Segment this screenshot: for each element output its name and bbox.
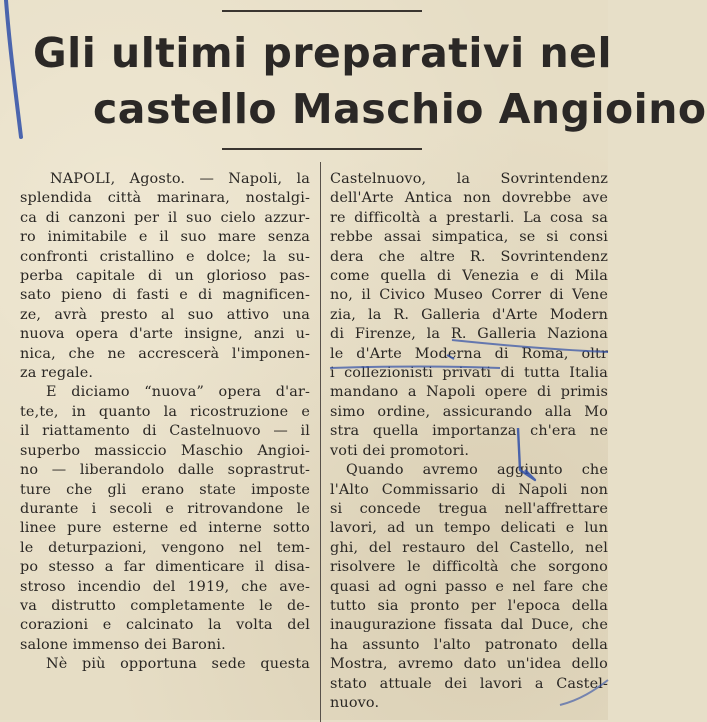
text-line: tutto sia pronto per l'epoca della [330, 597, 608, 614]
blue-pen-bracket-mark [447, 355, 454, 359]
text-line: il riattamento di Castelnuovo — il [20, 423, 310, 440]
blue-pen-strike-through [330, 367, 500, 369]
text-line: voti dei promotori. [330, 442, 470, 459]
text-line: stra quella importanza ch'era ne [330, 423, 608, 440]
text-line: po stesso a far dimenticare il disa- [20, 559, 310, 576]
headline-line-2: castello Maschio Angioino [93, 85, 707, 133]
text-line: i collezionisti privati di tutta Italia [330, 365, 608, 382]
headline-line-1: Gli ultimi preparativi nel [33, 29, 613, 77]
blue-pen-margin-stroke [6, 0, 21, 137]
text-line: no, il Civico Museo Correr di Vene [330, 287, 608, 304]
text-line: lavori, ad un tempo delicati e lun [330, 520, 608, 537]
text-line: le d'Arte Moderna di Roma, oltr [330, 345, 608, 362]
text-line: ca di canzoni per il suo cielo azzur- [20, 209, 310, 226]
blue-pen-underline [452, 340, 608, 352]
text-line: Mostra, avremo dato un'idea dello [330, 656, 608, 673]
text-line: NAPOLI, Agosto. — Napoli, la [50, 171, 310, 187]
text-line: perba capitale di un glorioso pas- [20, 268, 310, 285]
text-line: Nè più opportuna sede questa [46, 656, 310, 673]
text-line: quasi ad ogni passo e nel fare che [330, 578, 608, 595]
text-line: stroso incendio del 1919, che ave- [20, 578, 310, 595]
text-line: corazioni e calcinato la volta del [20, 617, 310, 634]
text-line: ture che gli erano state imposte [20, 481, 310, 498]
text-line: zia, la R. Galleria d'Arte Modern [330, 306, 608, 323]
text-line: za regale. [20, 365, 94, 382]
text-line: rebbe assai simpatica, se si consi [330, 229, 608, 246]
text-line: stato attuale dei lavori a Castel- [330, 675, 608, 692]
text-line: sato pieno di fasti e di magnificen- [20, 287, 310, 304]
text-line: si concede tregua nell'affrettare [330, 500, 608, 517]
text-line: nuovo. [330, 694, 380, 711]
text-line: dell'Arte Antica non dovrebbe ave [330, 190, 608, 207]
text-line: Quando avremo aggiunto che [346, 462, 608, 479]
text-line: l'Alto Commissario di Napoli non [330, 481, 608, 498]
text-line: no — liberandolo dalle soprastrut- [20, 462, 310, 479]
text-line: simo ordine, assicurando alla Mo [330, 403, 608, 420]
text-line: confronti cristallino e dolce; la su- [20, 248, 310, 265]
text-line: inaugurazione fissata dal Duce, che [330, 617, 608, 634]
text-line: superbo massiccio Maschio Angioi- [20, 442, 310, 459]
text-line: salone immenso dei Baroni. [20, 636, 226, 653]
text-line: E diciamo “nuova” opera d'ar- [46, 384, 310, 401]
text-line: dera che altre R. Sovrintendenz [330, 248, 608, 265]
text-line: re difficoltà a prestarli. La cosa sa [330, 209, 608, 226]
text-line: splendida città marinara, nostalgi- [20, 190, 310, 207]
text-line: durante i secoli e ritrovandone le [20, 500, 310, 517]
text-line: va distrutto completamente le de- [20, 597, 310, 614]
text-line: ro inimitabile e il suo mare senza [20, 229, 310, 246]
blue-pen-corner-stroke [560, 680, 608, 705]
text-line: te,te, in quanto la ricostruzione e [20, 403, 310, 420]
text-line: di Firenze, la R. Galleria Naziona [330, 326, 608, 343]
text-line: linee pure esterne ed interne sotto [20, 520, 310, 537]
text-line: mandano a Napoli opere di primis [330, 384, 608, 401]
text-line: Castelnuovo, la Sovrintendenz [330, 171, 608, 187]
text-line: ha assunto l'alto patronato della [330, 636, 608, 653]
text-line: risolvere le difficoltà che sorgono [330, 559, 608, 576]
text-line: le deturpazioni, vengono nel tem- [20, 539, 310, 556]
text-line: ze, avrà presto al suo attivo una [20, 306, 310, 323]
text-line: ghi, del restauro del Castello, nel [330, 539, 608, 556]
text-line: come quella di Venezia e di Mila [330, 268, 608, 285]
text-line: nuova opera d'arte insigne, anzi u- [20, 326, 310, 343]
text-line: nica, che ne accrescerà l'imponen- [20, 345, 310, 362]
blue-pen-checkmark [518, 428, 535, 480]
